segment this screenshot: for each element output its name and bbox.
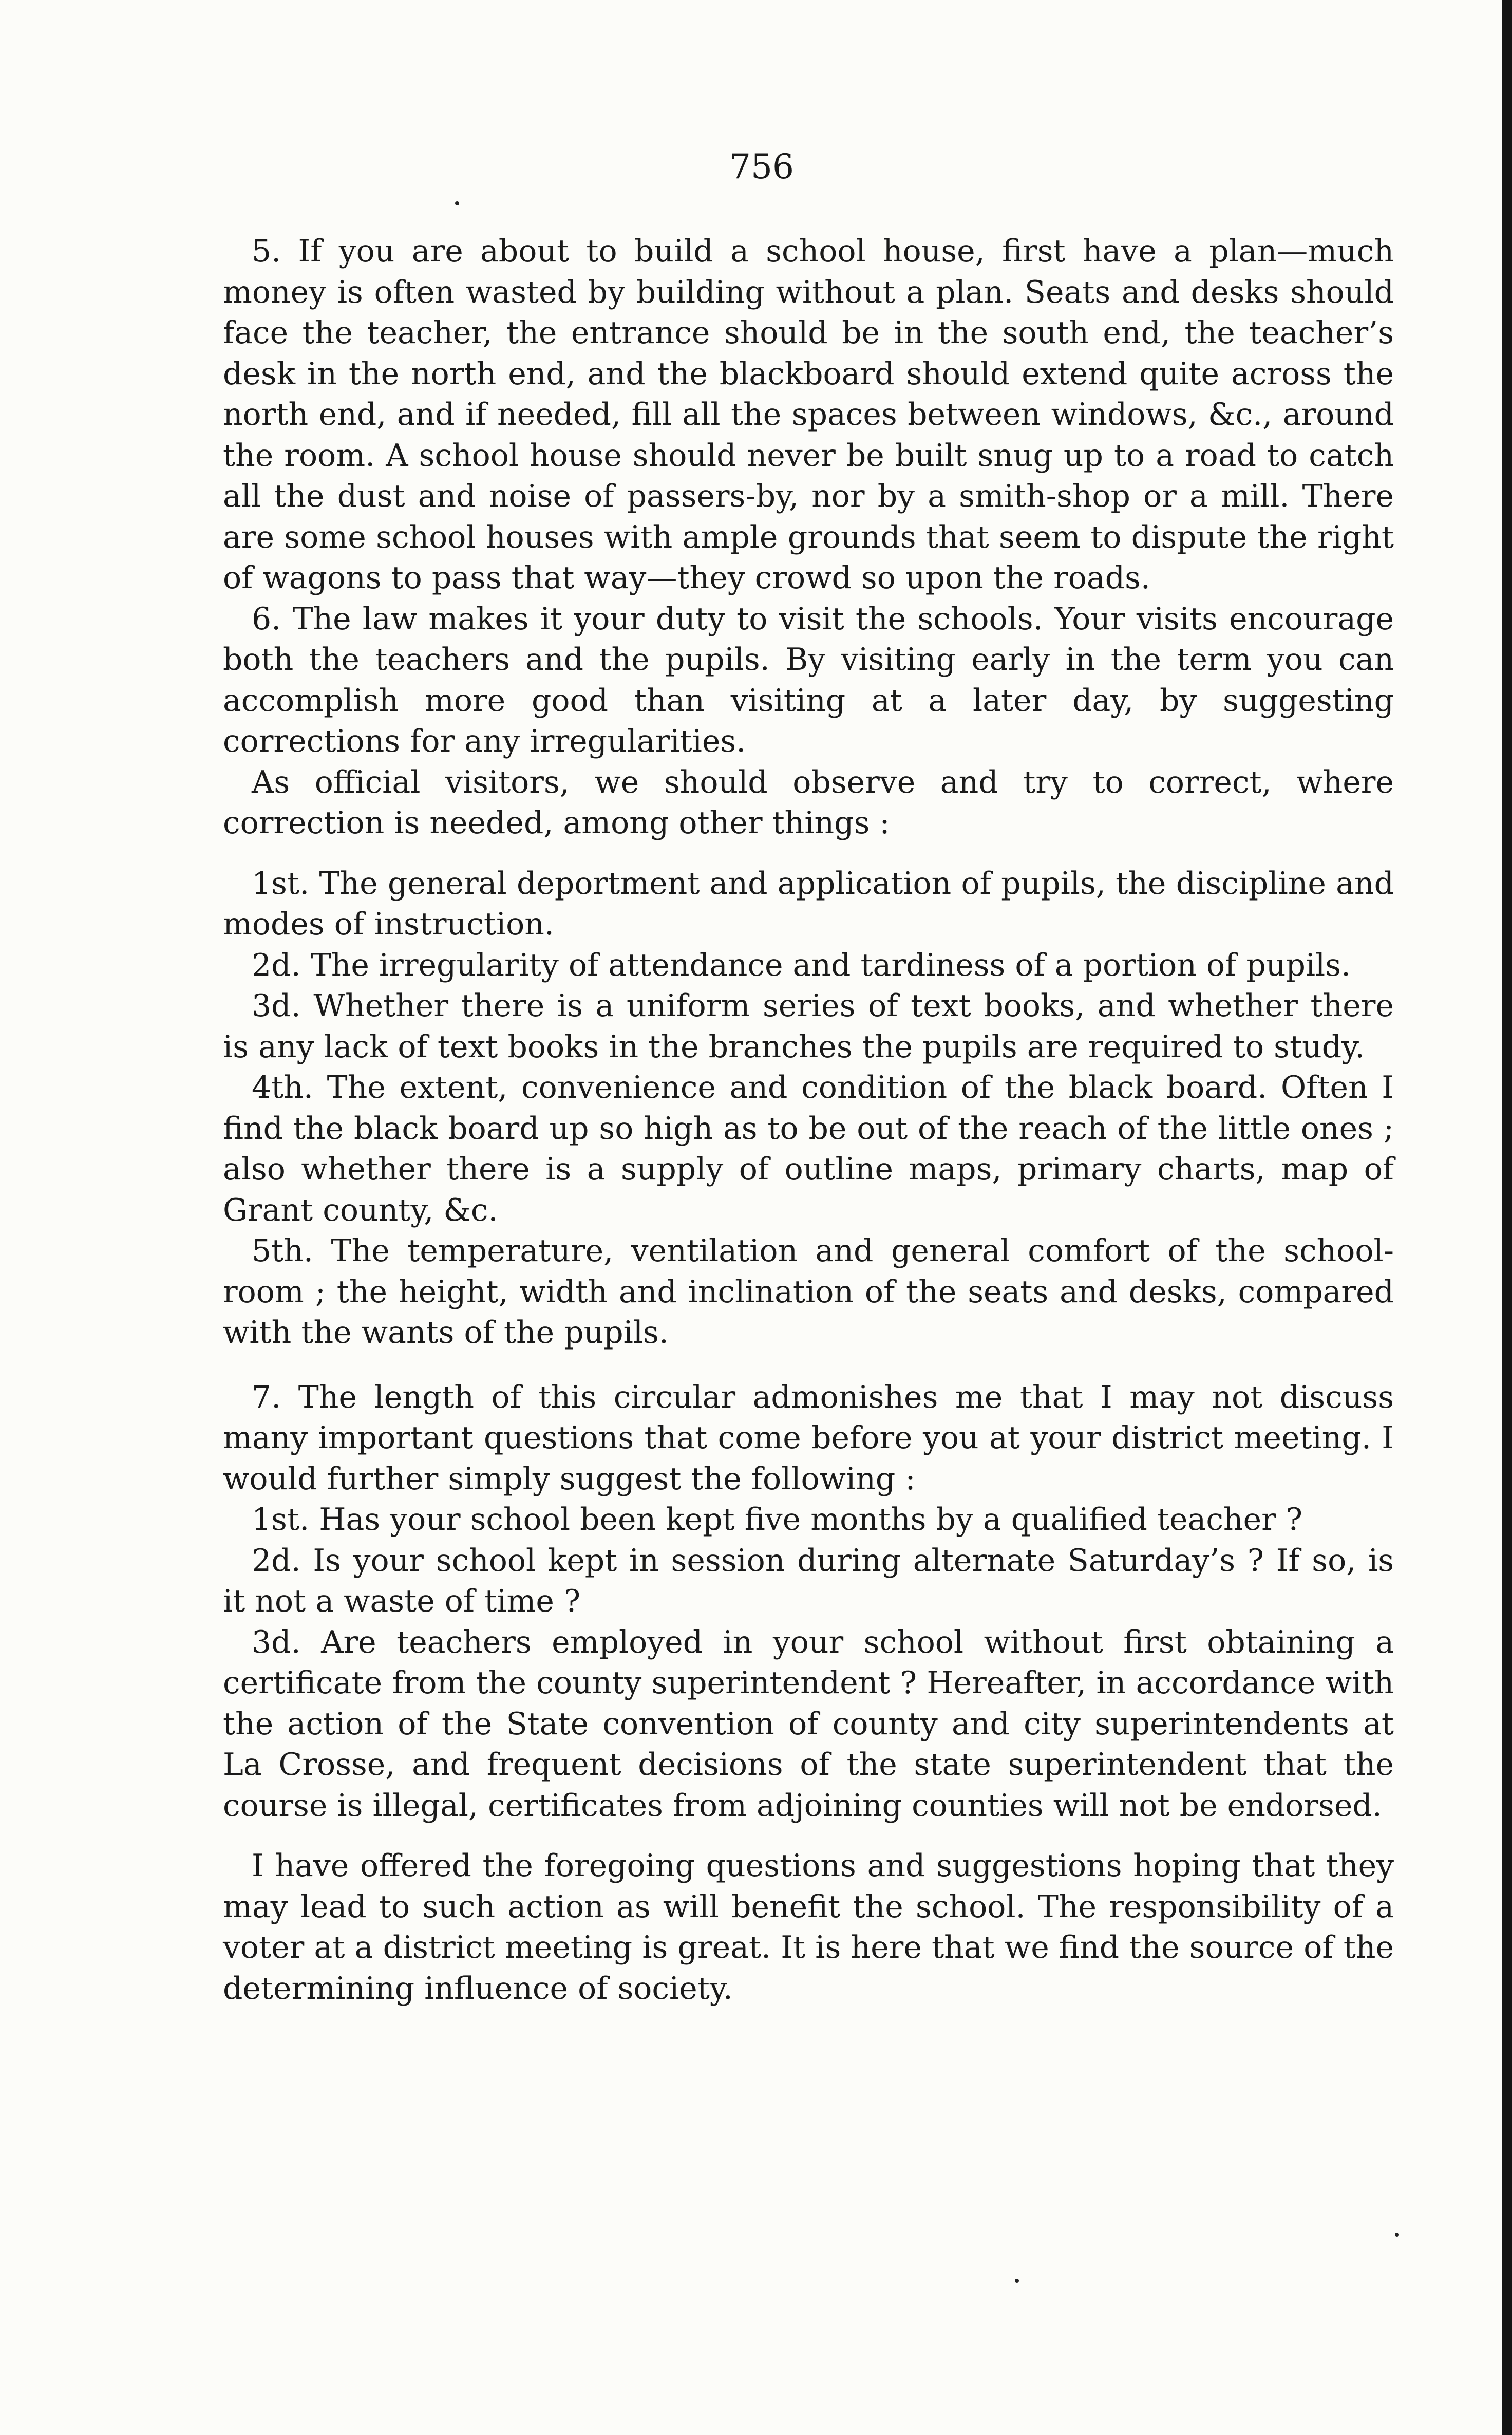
print-speck	[1015, 2279, 1019, 2283]
paragraph-official-visitors: As official visitors, we should observe and try to correct, where correction is needed, among other things :	[223, 764, 1394, 841]
visit-item-1st: 1st. The general deportment and application of pupils, the discipline and modes of instruction.	[223, 865, 1394, 942]
question-item-1st: 1st. Has your school been kept five months by a qualified teacher ?	[252, 1502, 1303, 1538]
paragraph-7: 7. The length of this circular admonishes me that I may not discuss many important questions that come before you at your district meeting. I would further simply suggest the following :	[223, 1379, 1394, 1497]
visit-item-5th: 5th. The temperature, ventilation and general comfort of the school-room ; the height, width and inclination of the seats and desks, compared with the wants of the pupils.	[223, 1233, 1394, 1351]
paragraph-6: 6. The law makes it your duty to visit the schools. Your visits encourage both the teachers and the pupils. By visiting early in the term you can accomplish more good than visiting at a later day, by suggesting corrections for any irregularities.	[223, 601, 1394, 759]
question-item-2d: 2d. Is your school kept in session during alternate Saturday’s ? If so, is it not a waste of time ?	[223, 1542, 1394, 1619]
page-number: 756	[729, 147, 794, 186]
scan-edge-shadow	[1502, 0, 1512, 2435]
visit-item-2d: 2d. The irregularity of attendance and tardiness of a portion of pupils.	[252, 947, 1351, 983]
paragraph-5: 5. If you are about to build a school house, first have a plan—much money is often wasted by building without a plan. Seats and desks should face the teacher, the entrance should be in the south end, the teacher’s desk in the north end, and the blackboard should extend quite across the north end, and if needed, fill all the spaces between windows, &c., around the room. A school house should never be built snug up to a road to catch all the dust and noise of passers-by, nor by a smith-shop or a mill. There are some school houses with ample grounds that seem to dispute the right of wagons to pass that way—they crowd so upon the roads.	[223, 233, 1394, 596]
visit-item-4th: 4th. The extent, convenience and condition of the black board. Often I find the black board up so high as to be out of the reach of the little ones ; also whether there is a supply of outline maps, primary charts, map of Grant county, &c.	[223, 1070, 1394, 1228]
print-speck	[1395, 2233, 1399, 2237]
body-text	[223, 231, 1394, 2009]
closing-paragraph: I have offered the foregoing questions and suggestions hoping that they may lead to such action as will benefit the school. The responsibility of a voter at a district meeting is great. It is here that we find the source of the determining influence of society.	[223, 1848, 1394, 2007]
question-item-3d: 3d. Are teachers employed in your school without first obtaining a certificate from the county superintendent ? Hereafter, in accordance with the action of the State convention of county and city superintendents at La Crosse, and frequent decisions of the state superintendent that the course is illegal, certificates from adjoining counties will not be endorsed.	[223, 1624, 1394, 1824]
print-speck	[455, 201, 459, 205]
visit-item-3d: 3d. Whether there is a uniform series of text books, and whether there is any lack of text books in the branches the pupils are required to study.	[223, 988, 1394, 1065]
